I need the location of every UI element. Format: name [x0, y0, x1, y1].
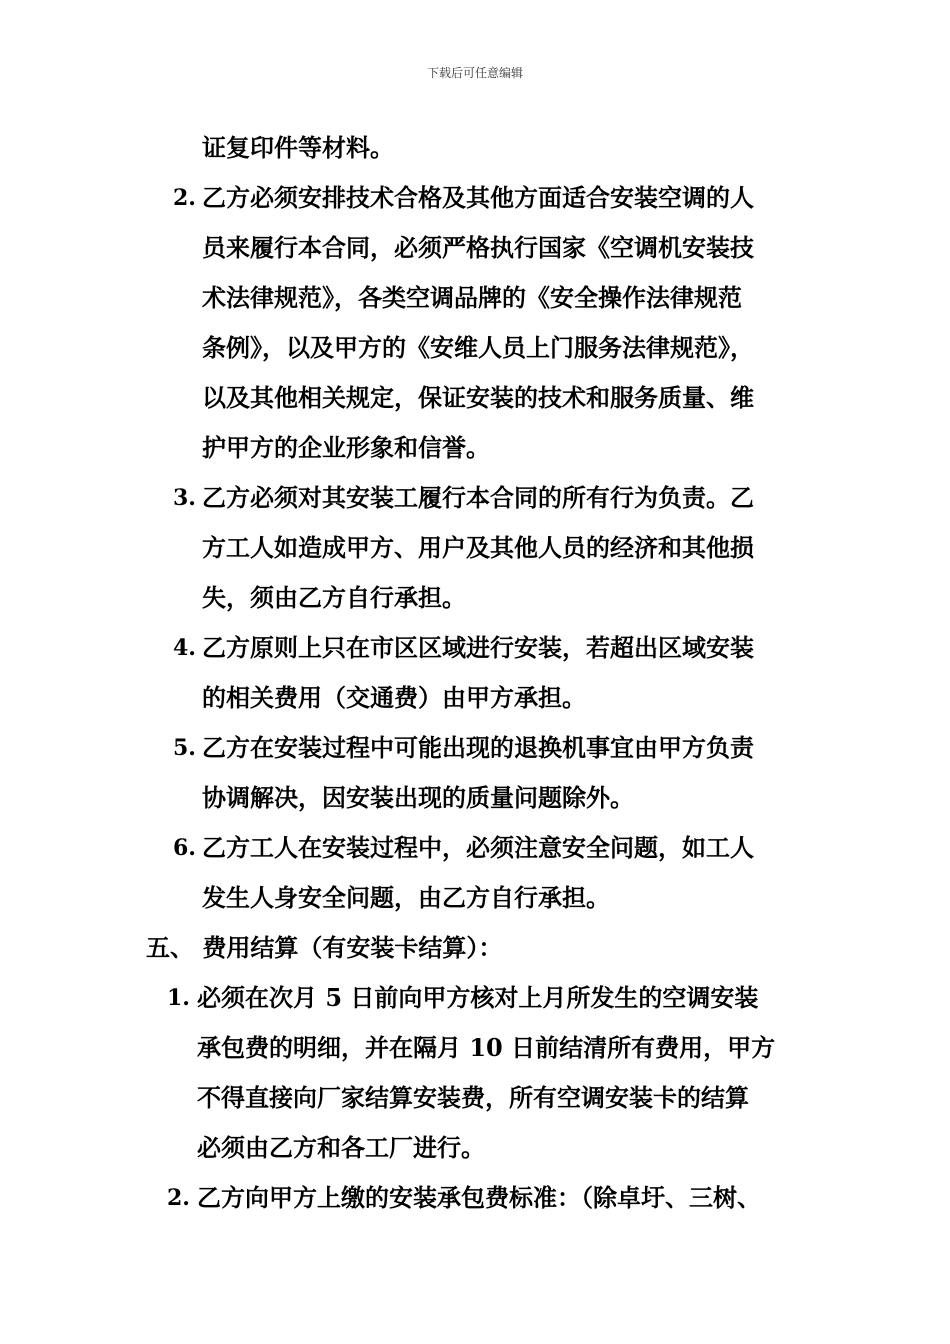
item-2-line-1: 乙方必须安排技术合格及其他方面适合安装空调的人	[202, 183, 754, 212]
item-number: 5.	[173, 735, 196, 761]
item-number: 1.	[167, 985, 190, 1011]
item-5-line-1: 乙方在安装过程中可能出现的退换机事宜由甲方负责	[202, 733, 754, 762]
page-header: 下载后可任意编辑	[426, 66, 523, 80]
item-2-line-5: 以及其他相关规定，保证安装的技术和服务质量、维	[202, 383, 754, 412]
item-3-line-2: 方工人如造成甲方、用户及其他人员的经济和其他损	[202, 533, 754, 562]
section-5-heading: 五、 费用结算（有安装卡结算）：	[146, 933, 503, 962]
item-number: 4.	[173, 635, 196, 661]
item-6-line-1: 乙方工人在安装过程中，必须注意安全问题，如工人	[202, 833, 754, 862]
item-3-line-1: 乙方必须对其安装工履行本合同的所有行为负责。乙	[202, 483, 754, 512]
s5-item-2-line-1: 乙方向甲方上缴的安装承包费标准：（除卓圩、三树、	[197, 1183, 761, 1212]
item-number: 2.	[167, 1185, 190, 1211]
item-2-line-4: 条例》，以及甲方的《安维人员上门服务法律规范》，	[202, 333, 754, 362]
s5-item-1-line-1: 必须在次月 5 日前向甲方核对上月所发生的空调安装	[197, 983, 759, 1012]
item-3-line-3: 失，须由乙方自行承担。	[202, 583, 466, 612]
item-2-line-3: 术法律规范》，各类空调品牌的《安全操作法律规范	[202, 283, 742, 312]
s5-item-1-line-2: 承包费的明细，并在隔月 10 日前结清所有费用，甲方	[197, 1033, 776, 1062]
item-6-line-2: 发生人身安全问题，由乙方自行承担。	[202, 883, 610, 912]
item-number: 2.	[173, 185, 196, 211]
s5-item-1-line-3: 不得直接向厂家结算安装费，所有空调安装卡的结算	[197, 1083, 749, 1112]
item-4-line-1: 乙方原则上只在市区区域进行安装，若超出区域安装	[202, 633, 754, 662]
item-2-line-6: 护甲方的企业形象和信誉。	[202, 433, 490, 462]
item-4-line-2: 的相关费用（交通费）由甲方承担。	[202, 683, 586, 712]
s5-item-1-line-4: 必须由乙方和各工厂进行。	[197, 1133, 485, 1162]
item-5-line-2: 协调解决，因安装出现的质量问题除外。	[202, 783, 634, 812]
item-number: 3.	[173, 485, 196, 511]
item-2-line-2: 员来履行本合同，必须严格执行国家《空调机安装技	[202, 233, 754, 262]
continuation-line: 证复印件等材料。	[202, 133, 394, 162]
item-number: 6.	[173, 835, 196, 861]
